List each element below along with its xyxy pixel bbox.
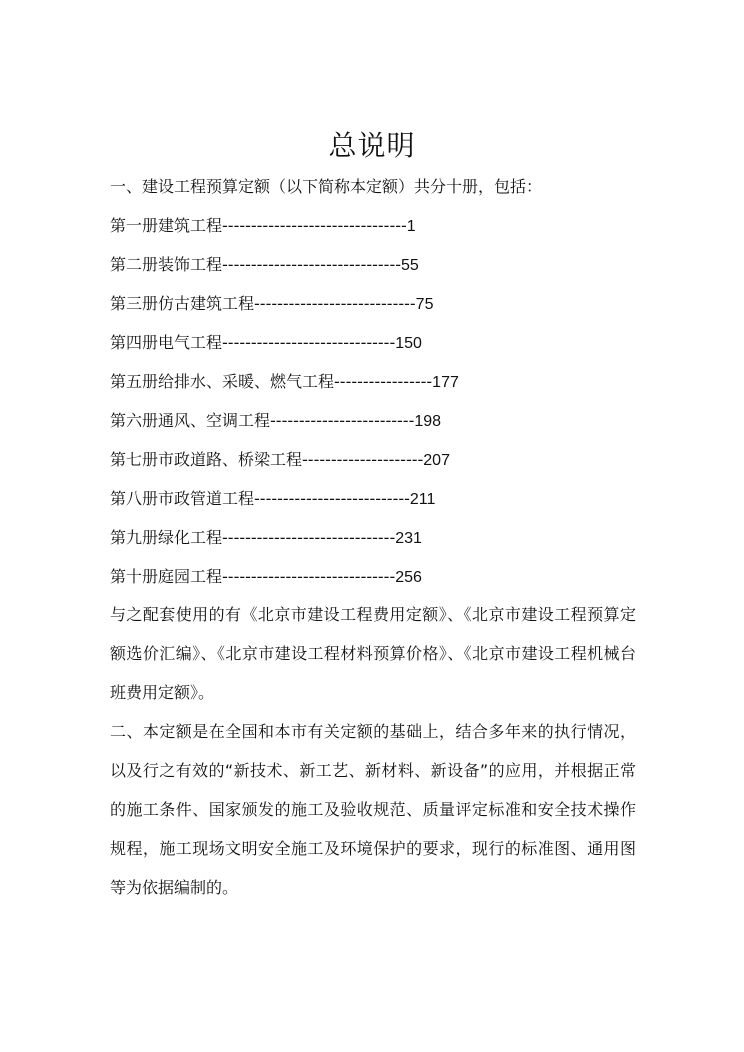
supporting-documents-paragraph: 与之配套使用的有《北京市建设工程费用定额》、《北京市建设工程预算定额选价汇编》、《北京市建设工程材料预算价格》、《北京市建设工程机械台班费用定额》。: [110, 605, 636, 702]
toc-page-number: 1: [406, 218, 416, 235]
toc-page-number: 55: [401, 257, 419, 274]
compilation-basis-paragraph: 二、本定额是在全国和本市有关定额的基础上，结合多年来的执行情况，以及行之有效的“新技术、新工艺、新材料、新设备”的应用，并根据正常的施工条件、国家颁发的施工及验收规范、质量评定标准和安全技术操作规程，施工现场文明安全施工及环境保护的要求，现行的标准图、通用图等为依据编制的。: [110, 722, 636, 897]
toc-leader: -----------------: [334, 372, 433, 391]
toc-page-number: 256: [395, 569, 422, 586]
toc-line: [110, 410, 650, 449]
toc-leader: ----------------------------: [254, 294, 416, 313]
toc-volume-name: 第七册市政道路、桥梁工程: [110, 450, 303, 469]
toc-leader: ---------------------------: [254, 489, 410, 508]
volume-table-of-contents: [110, 215, 650, 605]
intro-line: 一、建设工程预算定额（以下简称本定额）共分十册，包括：: [110, 177, 543, 196]
toc-page-number: 150: [395, 335, 422, 352]
page-title: 总说明: [328, 129, 416, 162]
toc-leader: ------------------------------: [222, 528, 396, 547]
toc-volume-name: 第六册通风、空调工程: [110, 411, 271, 430]
toc-volume-name: 第五册给排水、采暖、燃气工程: [110, 372, 335, 391]
toc-page-number: 211: [409, 491, 436, 508]
toc-line: [110, 527, 650, 566]
toc-leader: ---------------------: [302, 450, 424, 469]
toc-volume-name: 第三册仿古建筑工程: [110, 294, 255, 313]
toc-leader: -------------------------: [270, 411, 415, 430]
toc-line: [110, 371, 650, 410]
toc-line: [110, 293, 650, 332]
toc-line: [110, 449, 650, 488]
toc-line: [110, 254, 650, 293]
toc-volume-name: 第四册电气工程: [110, 333, 223, 352]
toc-page-number: 177: [432, 374, 459, 391]
toc-line: [110, 215, 650, 254]
toc-volume-name: 第十册庭园工程: [110, 567, 223, 586]
toc-volume-name: 第一册建筑工程: [110, 216, 223, 235]
toc-volume-name: 第九册绿化工程: [110, 528, 223, 547]
toc-leader: ------------------------------: [222, 567, 396, 586]
toc-leader: ------------------------------: [222, 333, 396, 352]
toc-page-number: 231: [395, 530, 422, 547]
toc-page-number: 75: [415, 296, 434, 313]
toc-leader: -------------------------------: [222, 255, 401, 274]
toc-line: [110, 488, 650, 527]
toc-volume-name: 第八册市政管道工程: [110, 489, 255, 508]
toc-line: [110, 332, 650, 371]
toc-page-number: 198: [414, 413, 442, 430]
toc-volume-name: 第二册装饰工程: [110, 255, 223, 274]
toc-leader: --------------------------------: [222, 216, 407, 235]
toc-page-number: 207: [423, 452, 450, 469]
